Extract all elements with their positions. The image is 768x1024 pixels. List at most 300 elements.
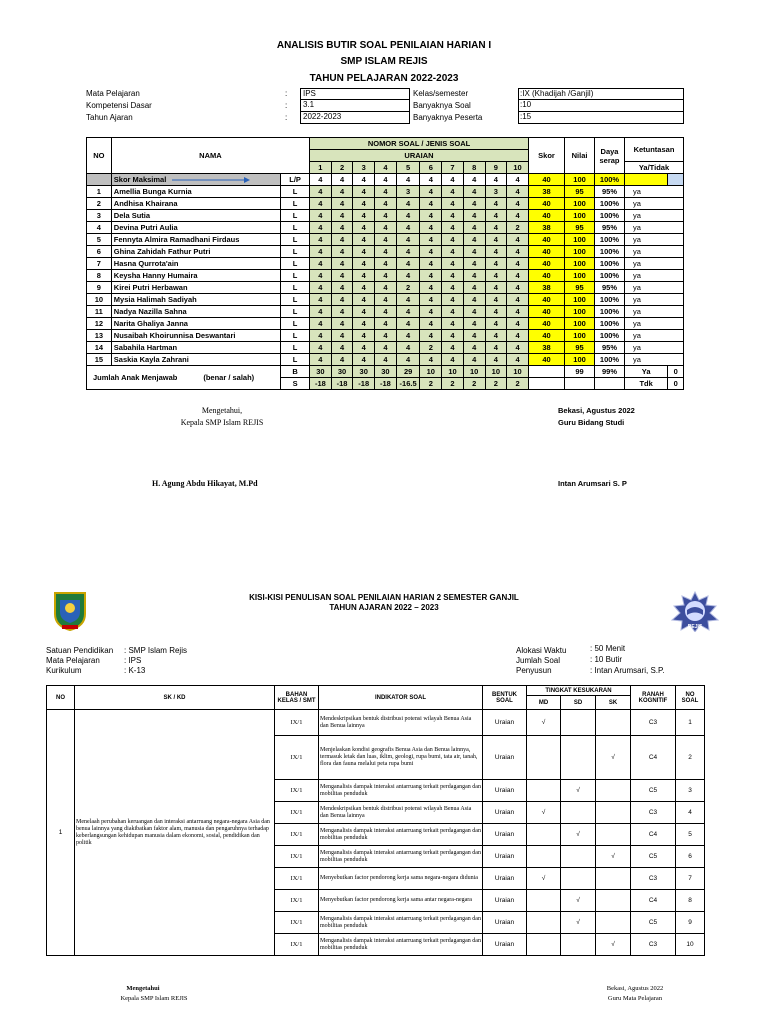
no-soal: 9: [676, 912, 705, 934]
student-daya: 100%: [595, 330, 625, 342]
table-row: [87, 210, 684, 222]
tingkat-sd: [561, 934, 596, 956]
header-num: 9: [485, 162, 507, 174]
student-lp: L: [281, 186, 310, 198]
student-score: 4: [375, 294, 397, 306]
summary-s-val: 2: [485, 378, 507, 390]
student-skor: 38: [528, 222, 564, 234]
student-score: 4: [485, 210, 507, 222]
student-score: 4: [310, 210, 332, 222]
student-score: 4: [420, 318, 442, 330]
bentuk-soal: Uraian: [483, 780, 527, 802]
student-name: Ghina Zahidah Fathur Putri: [111, 246, 280, 258]
table-row: [87, 258, 684, 270]
student-lp: L: [281, 354, 310, 366]
student-score: 4: [396, 330, 420, 342]
student-score: 4: [310, 198, 332, 210]
student-nilai: 100: [565, 234, 595, 246]
summary-b-count: 0: [668, 366, 684, 378]
student-score: 4: [375, 318, 397, 330]
summary-b-val: 10: [463, 366, 485, 378]
summary-label-text: Jumlah Anak Menjawab: [93, 373, 178, 382]
student-score: 4: [331, 330, 353, 342]
tingkat-sk: [596, 824, 631, 846]
tingkat-sd: √: [561, 824, 596, 846]
student-score: 4: [463, 354, 485, 366]
bentuk-soal: Uraian: [483, 846, 527, 868]
header-ketuntasan: Ketuntasan: [624, 138, 683, 162]
student-score: 2: [507, 222, 529, 234]
student-score: 4: [396, 270, 420, 282]
student-score: 4: [353, 282, 375, 294]
tingkat-md: [527, 890, 561, 912]
student-score: 4: [331, 222, 353, 234]
student-ketuntasan: ya: [624, 330, 683, 342]
student-ketuntasan: ya: [624, 186, 683, 198]
student-score: 4: [353, 270, 375, 282]
student-score: 4: [463, 234, 485, 246]
meta2-value-alokasi: : 50 Menit: [590, 644, 626, 653]
sheet2-title-1: KISI-KISI PENULISAN SOAL PENILAIAN HARIAN 2 SEMESTER GANJIL: [249, 593, 519, 602]
student-daya: 100%: [595, 246, 625, 258]
student-score: 4: [353, 186, 375, 198]
cell-empty: [668, 174, 684, 186]
student-lp: L: [281, 210, 310, 222]
student-score: 4: [353, 330, 375, 342]
summary-tag-s: S: [281, 378, 310, 390]
student-score: 4: [310, 294, 332, 306]
max-score: 4: [442, 174, 464, 186]
student-ketuntasan: ya: [624, 234, 683, 246]
student-daya: 95%: [595, 342, 625, 354]
student-score: 4: [310, 222, 332, 234]
ranah-kognitif: C4: [631, 736, 676, 780]
meta2-label-mapel: Mata Pelajaran: [46, 656, 100, 665]
student-score: 4: [375, 330, 397, 342]
sign-left-2: Kepala SMP Islam REJIS: [180, 418, 264, 427]
student-daya: 100%: [595, 306, 625, 318]
tingkat-sk: [596, 802, 631, 824]
student-score: 4: [485, 294, 507, 306]
student-score: 4: [396, 234, 420, 246]
table-row: [87, 270, 684, 282]
student-score: 4: [442, 354, 464, 366]
sign-right-1: Bekasi, Agustus 2022: [558, 406, 635, 415]
student-score: 4: [375, 234, 397, 246]
table-row-summary-b: [87, 366, 684, 378]
student-score: 4: [507, 330, 529, 342]
tingkat-sk: [596, 710, 631, 736]
student-skor: 40: [528, 270, 564, 282]
meta-label-kelas: Kelas/semester: [413, 89, 469, 98]
max-skor: 40: [528, 174, 564, 186]
tingkat-md: √: [527, 710, 561, 736]
header-num: 5: [396, 162, 420, 174]
student-score: 4: [310, 306, 332, 318]
table-row: [87, 342, 684, 354]
sign2-right-1: Bekasi, Agustus 2022: [606, 985, 664, 992]
table-row: [47, 710, 705, 736]
header-num: 8: [463, 162, 485, 174]
meta2-label-alokasi: Alokasi Waktu: [516, 646, 567, 655]
max-row-label: [111, 174, 280, 186]
student-score: 4: [331, 258, 353, 270]
student-score: 4: [463, 318, 485, 330]
student-score: 4: [353, 210, 375, 222]
bahan-kelas: IX/1: [275, 868, 319, 890]
student-daya: 95%: [595, 282, 625, 294]
student-score: 4: [420, 198, 442, 210]
indikator-soal: Mendeskripsikan bentuk distribusi potensi wilayah Benua Asia dan Benua lainnya: [319, 710, 483, 736]
header-num: 6: [420, 162, 442, 174]
bentuk-soal: Uraian: [483, 890, 527, 912]
analysis-table: [86, 137, 684, 390]
student-score: 4: [420, 330, 442, 342]
sign2-right-2: Guru Mata Pelajaran: [607, 995, 663, 1002]
ranah-kognitif: C3: [631, 710, 676, 736]
student-score: 4: [442, 258, 464, 270]
header2-no: NO: [47, 686, 75, 710]
arrow-right-icon: [172, 177, 250, 183]
student-score: 4: [507, 282, 529, 294]
sign-left-1: Mengetahui,: [201, 406, 243, 415]
student-nilai: 100: [565, 258, 595, 270]
cell-empty: [528, 378, 564, 390]
student-no: 7: [87, 258, 112, 270]
tingkat-md: [527, 934, 561, 956]
student-score: 4: [310, 258, 332, 270]
summary-s-tdk: Tdk: [624, 378, 667, 390]
student-score: 4: [420, 354, 442, 366]
student-score: 4: [507, 342, 529, 354]
student-no: 9: [87, 282, 112, 294]
student-score: 4: [420, 210, 442, 222]
tingkat-md: [527, 780, 561, 802]
summary-b-val: 10: [485, 366, 507, 378]
student-score: 4: [485, 258, 507, 270]
student-score: 4: [420, 186, 442, 198]
tingkat-sd: [561, 868, 596, 890]
student-score: 4: [463, 282, 485, 294]
student-score: 4: [310, 270, 332, 282]
student-score: 4: [463, 270, 485, 282]
header-num: 4: [375, 162, 397, 174]
student-name: Kirei Putri Herbawan: [111, 282, 280, 294]
indikator-soal: Menyebutkan factor pendorong kerja sama negara-negara didunia: [319, 868, 483, 890]
student-no: 13: [87, 330, 112, 342]
cell-empty: [595, 378, 625, 390]
student-no: 12: [87, 318, 112, 330]
student-score: 4: [396, 210, 420, 222]
student-ketuntasan: ya: [624, 282, 683, 294]
summary-s-val: -18: [375, 378, 397, 390]
max-score: 4: [463, 174, 485, 186]
summary-b-val: 30: [310, 366, 332, 378]
header-num: 7: [442, 162, 464, 174]
summary-b-val: 29: [396, 366, 420, 378]
table-row: [87, 246, 684, 258]
table-row: [87, 306, 684, 318]
student-no: 6: [87, 246, 112, 258]
student-skor: 40: [528, 294, 564, 306]
student-lp: L: [281, 306, 310, 318]
table-row: [87, 198, 684, 210]
student-daya: 100%: [595, 318, 625, 330]
meta-value-kelas: :IX (Khadijah /Ganjil): [518, 88, 684, 100]
max-row-label-text: Skor Maksimal: [113, 175, 167, 184]
ranah-kognitif: C3: [631, 868, 676, 890]
tingkat-md: √: [527, 868, 561, 890]
header-num: 3: [353, 162, 375, 174]
summary-s-val: -18: [331, 378, 353, 390]
student-score: 4: [353, 222, 375, 234]
indikator-soal: Menganalisis dampak interaksi antarruang terkait perdagangan dan mobilitas penduduk: [319, 780, 483, 802]
student-score: 4: [310, 246, 332, 258]
student-score: 4: [442, 210, 464, 222]
student-name: Sabahila Hartman: [111, 342, 280, 354]
header-nama: NAMA: [111, 138, 309, 174]
student-lp: L: [281, 318, 310, 330]
bentuk-soal: Uraian: [483, 934, 527, 956]
meta-value-banyak-soal: :10: [518, 100, 684, 112]
ranah-kognitif: C5: [631, 846, 676, 868]
bahan-kelas: IX/1: [275, 802, 319, 824]
student-score: 4: [507, 294, 529, 306]
student-nilai: 100: [565, 210, 595, 222]
student-score: 4: [353, 246, 375, 258]
header2-bahan: BAHAN KELAS / SMT: [275, 686, 319, 710]
student-score: 4: [396, 198, 420, 210]
table-row-max: [87, 174, 684, 186]
student-score: 4: [485, 246, 507, 258]
student-score: 4: [353, 318, 375, 330]
header2-indikator: INDIKATOR SOAL: [319, 686, 483, 710]
student-score: 4: [507, 186, 529, 198]
student-score: 4: [442, 342, 464, 354]
student-score: 4: [396, 306, 420, 318]
student-ketuntasan: ya: [624, 246, 683, 258]
summary-b-val: 10: [420, 366, 442, 378]
header2-bentuk: BENTUK SOAL: [483, 686, 527, 710]
max-nilai: 100: [565, 174, 595, 186]
student-skor: 40: [528, 246, 564, 258]
student-lp: L: [281, 258, 310, 270]
tingkat-sd: √: [561, 780, 596, 802]
student-score: 4: [507, 246, 529, 258]
student-score: 4: [485, 198, 507, 210]
meta2-value-kurikulum: : K-13: [124, 666, 146, 675]
summary-s-val: -18: [353, 378, 375, 390]
student-score: 2: [396, 282, 420, 294]
student-skor: 40: [528, 198, 564, 210]
student-score: 4: [442, 270, 464, 282]
student-score: 4: [463, 246, 485, 258]
student-score: 4: [310, 342, 332, 354]
table-row: [87, 234, 684, 246]
sheet2-title-2: TAHUN AJARAN 2022 – 2023: [329, 603, 439, 612]
no-soal: 8: [676, 890, 705, 912]
summary-b-val: 10: [442, 366, 464, 378]
table-row: [87, 354, 684, 366]
indikator-soal: Mendeskripsikan bentuk distribusi potensi wilayah Benua Asia dan Benua lainnya: [319, 802, 483, 824]
student-score: 4: [375, 210, 397, 222]
student-name: Dela Sutia: [111, 210, 280, 222]
ranah-kognitif: C4: [631, 824, 676, 846]
student-score: 4: [331, 282, 353, 294]
student-ketuntasan: ya: [624, 294, 683, 306]
student-skor: 40: [528, 318, 564, 330]
student-score: 4: [331, 342, 353, 354]
header2-sd: SD: [561, 696, 596, 710]
student-score: 4: [331, 234, 353, 246]
bahan-kelas: IX/1: [275, 710, 319, 736]
student-score: 4: [463, 294, 485, 306]
header-uraian: URAIAN: [310, 150, 529, 162]
student-lp: L: [281, 234, 310, 246]
student-score: 4: [353, 234, 375, 246]
summary-b-val: 30: [375, 366, 397, 378]
student-ketuntasan: ya: [624, 222, 683, 234]
bentuk-soal: Uraian: [483, 868, 527, 890]
tingkat-sd: [561, 736, 596, 780]
student-skor: 38: [528, 282, 564, 294]
student-score: 4: [463, 306, 485, 318]
summary-s-count: 0: [668, 378, 684, 390]
student-score: 4: [375, 186, 397, 198]
student-score: 4: [396, 342, 420, 354]
student-no: 5: [87, 234, 112, 246]
student-score: 4: [442, 246, 464, 258]
table-row: [87, 330, 684, 342]
student-daya: 100%: [595, 234, 625, 246]
student-no: 15: [87, 354, 112, 366]
student-score: 4: [420, 222, 442, 234]
student-name: Andhisa Khairana: [111, 198, 280, 210]
header2-nosoal: NO SOAL: [676, 686, 705, 710]
student-no: 8: [87, 270, 112, 282]
max-score: 4: [485, 174, 507, 186]
meta-colon: :: [285, 89, 288, 98]
student-score: 4: [463, 186, 485, 198]
student-score: 4: [420, 234, 442, 246]
student-score: 4: [420, 246, 442, 258]
student-ketuntasan: ya: [624, 354, 683, 366]
table-row: [87, 186, 684, 198]
summary-b-val: 10: [507, 366, 529, 378]
meta-value-tahun: 2022-2023: [300, 112, 410, 124]
meta-label-kd: Kompetensi Dasar: [86, 101, 152, 110]
student-nilai: 100: [565, 306, 595, 318]
bahan-kelas: IX/1: [275, 912, 319, 934]
bahan-kelas: IX/1: [275, 890, 319, 912]
student-name: Narita Ghaliya Janna: [111, 318, 280, 330]
student-score: 4: [420, 270, 442, 282]
summary-tag-b: B: [281, 366, 310, 378]
student-score: 4: [310, 234, 332, 246]
student-score: 4: [442, 318, 464, 330]
meta-label-banyak-peserta: Banyaknya Peserta: [413, 113, 483, 122]
student-ketuntasan: ya: [624, 306, 683, 318]
student-daya: 100%: [595, 354, 625, 366]
meta-value-banyak-peserta: :15: [518, 112, 684, 124]
indikator-soal: Menganalisis dampak interaksi antarruang terkait perdagangan dan mobilitas penduduk: [319, 846, 483, 868]
student-score: 4: [396, 222, 420, 234]
student-score: 3: [396, 186, 420, 198]
student-score: 4: [375, 222, 397, 234]
student-skor: 40: [528, 210, 564, 222]
header2-ranah: RANAH KOGNITIF: [631, 686, 676, 710]
meta-label-banyak-soal: Banyaknya Soal: [413, 101, 471, 110]
meta2-value-satuan: : SMP Islam Rejis: [124, 646, 187, 655]
tingkat-md: [527, 912, 561, 934]
header-num: 2: [331, 162, 353, 174]
header2-tingkat: TINGKAT KESUKARAN: [527, 686, 631, 696]
student-score: 4: [463, 210, 485, 222]
student-score: 4: [507, 198, 529, 210]
student-name: Nusaibah Khoirunnisa Deswantari: [111, 330, 280, 342]
student-name: Fennyta Almira Ramadhani Firdaus: [111, 234, 280, 246]
meta-label-tahun: Tahun Ajaran: [86, 113, 133, 122]
meta-colon: :: [285, 101, 288, 110]
student-score: 4: [353, 354, 375, 366]
student-score: 4: [396, 318, 420, 330]
bahan-kelas: IX/1: [275, 846, 319, 868]
student-score: 4: [375, 342, 397, 354]
no-soal: 10: [676, 934, 705, 956]
student-score: 4: [310, 282, 332, 294]
tingkat-sd: √: [561, 912, 596, 934]
student-score: 4: [485, 306, 507, 318]
student-score: 2: [420, 342, 442, 354]
student-score: 4: [485, 318, 507, 330]
student-lp: L: [281, 270, 310, 282]
student-score: 4: [310, 330, 332, 342]
student-lp: L: [281, 222, 310, 234]
ranah-kognitif: C5: [631, 912, 676, 934]
student-score: 4: [442, 234, 464, 246]
tingkat-md: [527, 824, 561, 846]
meta2-value-jumlah: : 10 Butir: [590, 655, 623, 664]
student-score: 4: [485, 354, 507, 366]
student-score: 4: [331, 318, 353, 330]
student-score: 4: [331, 294, 353, 306]
indikator-soal: Menjelaskan kondisi geografis Benua Asia dan Benua lainnya, termasuk letak dan luas, iklim, geologi, rupa bumi, tata air, tanah, flora dan fauna melalui peta rupa bumi: [319, 736, 483, 780]
sheet1-title-1: ANALISIS BUTIR SOAL PENILAIAN HARIAN I: [276, 40, 492, 51]
student-score: 4: [442, 330, 464, 342]
student-score: 4: [310, 354, 332, 366]
student-score: 4: [310, 186, 332, 198]
student-score: 4: [396, 294, 420, 306]
meta2-label-jumlah: Jumlah Soal: [516, 656, 561, 665]
student-skor: 38: [528, 186, 564, 198]
student-score: 4: [420, 294, 442, 306]
student-score: 4: [375, 246, 397, 258]
student-ketuntasan: ya: [624, 270, 683, 282]
student-skor: 40: [528, 330, 564, 342]
no-soal: 7: [676, 868, 705, 890]
student-nilai: 100: [565, 270, 595, 282]
tingkat-sk: √: [596, 934, 631, 956]
tingkat-sk: √: [596, 846, 631, 868]
header-skor: Skor: [528, 138, 564, 174]
student-score: 4: [507, 318, 529, 330]
header-no: NO: [87, 138, 112, 174]
tingkat-sk: [596, 890, 631, 912]
bahan-kelas: IX/1: [275, 780, 319, 802]
student-score: 4: [507, 306, 529, 318]
student-score: 4: [353, 198, 375, 210]
student-daya: 100%: [595, 270, 625, 282]
